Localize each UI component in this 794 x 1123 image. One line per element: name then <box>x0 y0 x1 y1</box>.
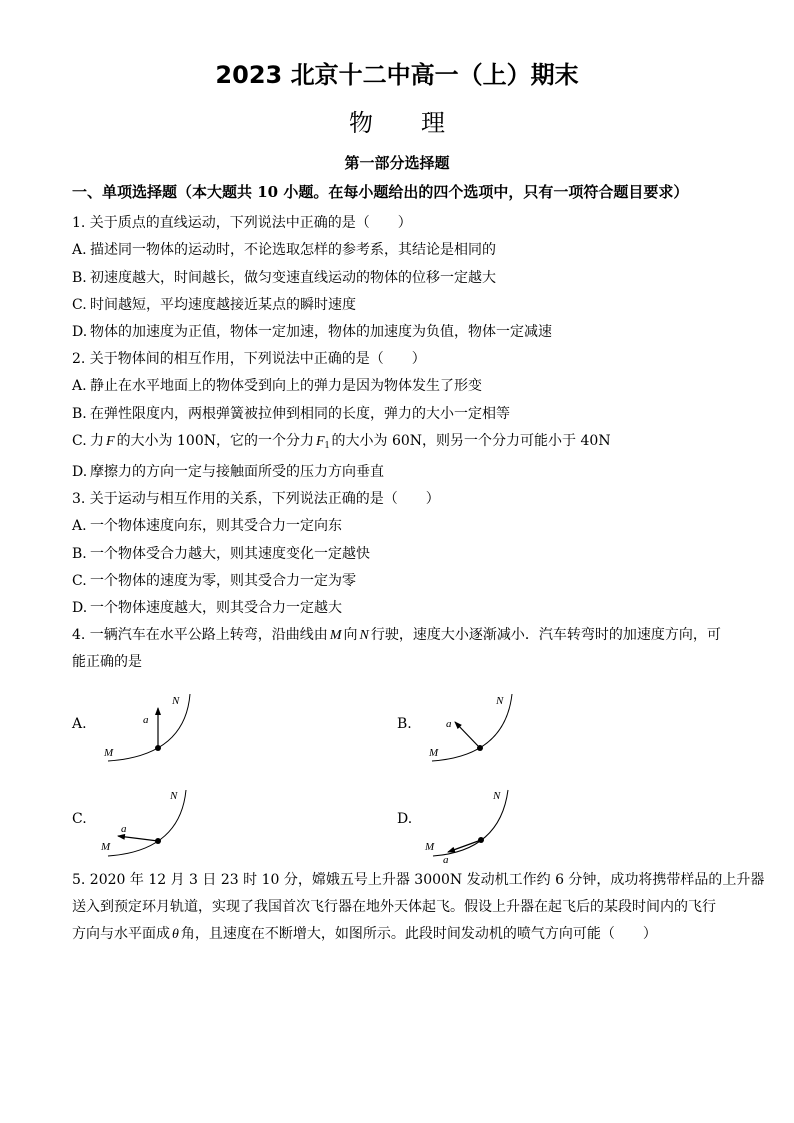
q4-diagram-row-1 <box>72 677 794 772</box>
q3-stem: 3. 关于运动与相互作用的关系，下列说法正确的是（ ） <box>72 491 440 508</box>
option-text: 时间越短，平均速度越接近某点的瞬时速度 <box>90 296 356 313</box>
q4-stem-part: 行驶，速度大小逐渐减小．汽车转弯时的加速度方向，可 <box>370 627 721 644</box>
start-point-label: M <box>425 840 435 853</box>
diagram-a <box>72 677 397 772</box>
component-force-subscript: 1 <box>324 439 330 451</box>
option-text: 一个物体速度向东，则其受合力一定向东 <box>90 518 342 535</box>
end-point-label: N <box>172 694 180 707</box>
q3-option-a <box>72 513 770 540</box>
car-position-dot <box>477 745 483 751</box>
part-title: 第一部分选择题 <box>344 154 450 172</box>
q1-option-a <box>72 237 770 264</box>
q2-option-c <box>72 428 770 459</box>
acceleration-label: a <box>143 713 149 726</box>
option-label: A. <box>72 518 87 535</box>
option-label: D. <box>397 810 413 827</box>
option-text: 静止在水平地面上的物体受到向上的弹力是因为物体发生了形变 <box>90 378 482 395</box>
option-text: 一个物体受合力越大，则其速度变化一定越快 <box>90 545 370 562</box>
option-text: 在弹性限度内，两根弹簧被拉伸到相同的长度，弹力的大小一定相等 <box>90 405 510 422</box>
option-label: A. <box>72 242 87 259</box>
option-text: 物体的加速度为正值，物体一定加速，物体的加速度为负值，物体一定减速 <box>90 324 552 341</box>
end-point-label: N <box>170 789 178 802</box>
option-text: 一个物体速度越大，则其受合力一定越大 <box>90 600 342 617</box>
q4-option-c <box>72 772 397 867</box>
option-label: C. <box>72 296 87 313</box>
theta-variable: θ <box>172 927 179 943</box>
acceleration-arrow <box>455 722 480 748</box>
option-text-part: 的大小为 100N，它的一个分力 <box>116 432 314 449</box>
q5-stem-line-3 <box>72 921 770 948</box>
option-label: C. <box>72 432 87 449</box>
start-point-label: M <box>429 746 439 759</box>
car-position-dot <box>155 838 161 844</box>
acceleration-label: a <box>121 822 127 835</box>
car-position-dot <box>155 745 161 751</box>
option-label: B. <box>72 405 87 422</box>
option-label: D. <box>72 324 88 341</box>
q2-stem: 2. 关于物体间的相互作用，下列说法中正确的是（ ） <box>72 351 426 368</box>
q5-stem-part: 方向与水平面成 <box>72 926 170 943</box>
acceleration-label: a <box>446 717 452 730</box>
option-label: C. <box>72 810 87 827</box>
end-point-label: N <box>493 789 501 802</box>
q4-stem-part: 4. 一辆汽车在水平公路上转弯，沿曲线由 <box>72 627 328 644</box>
q3-option-b <box>72 541 770 568</box>
q1-option-c <box>72 292 770 319</box>
option-label: D. <box>72 464 88 481</box>
q4-stem-part: 向 <box>343 627 358 644</box>
acceleration-arrow <box>118 836 158 841</box>
option-label: C. <box>72 572 87 589</box>
q5-stem-line-2: 送入到预定环月轨道，实现了我国首次飞行器在地外天体起飞。假设上升器在起飞后的某段时间内的飞行 <box>72 898 716 915</box>
option-label: A. <box>72 378 87 395</box>
q5-stem-part: 角，且速度在不断增大，如图所示。此段时间发动机的喷气方向可能（ ） <box>180 926 657 943</box>
q3-option-d <box>72 595 770 622</box>
q1-option-d <box>72 319 770 346</box>
q4-diagram-row-2 <box>72 772 794 867</box>
option-label: B. <box>397 715 412 732</box>
diagram-b <box>397 677 722 772</box>
option-label: A. <box>72 715 87 732</box>
option-label: B. <box>72 545 87 562</box>
q2-option-d <box>72 459 770 486</box>
subject-title: 物 理 <box>349 109 457 137</box>
force-variable: F <box>106 433 115 449</box>
q4-option-d <box>397 772 722 867</box>
option-text-part: 力 <box>90 432 104 449</box>
option-text: 初速度越大，时间越长，做匀变速直线运动的物体的位移一定越大 <box>90 269 496 286</box>
end-point-label: N <box>496 694 504 707</box>
option-label: D. <box>72 600 88 617</box>
q1-stem: 1. 关于质点的直线运动，下列说法中正确的是（ ） <box>72 215 412 232</box>
exam-title: 2023 北京十二中高一（上）期末 <box>215 61 579 89</box>
diagram-d <box>397 772 722 867</box>
q4-stem-line-2: 能正确的是 <box>72 654 142 671</box>
option-label: B. <box>72 269 87 286</box>
acceleration-label: a <box>443 853 449 866</box>
option-text-part: 的大小为 60N，则另一个分力可能小于 40N <box>331 432 611 449</box>
option-text: 一个物体的速度为零，则其受合力一定为零 <box>90 572 356 589</box>
q3-option-c <box>72 568 770 595</box>
car-position-dot <box>478 837 484 843</box>
q2-option-b <box>72 401 770 428</box>
start-point-label: M <box>104 746 114 759</box>
questions-1-4 <box>72 210 770 676</box>
q1-option-b <box>72 265 770 292</box>
start-point-label: M <box>101 840 111 853</box>
component-force-symbol: F <box>315 433 325 449</box>
q5-stem-line-1: 5. 2020 年 12 月 3 日 23 时 10 分，嫦娥五号上升器 3000N 发动机工作约 6 分钟，成功将携带样品的上升器 <box>72 871 765 888</box>
q2-option-a <box>72 373 770 400</box>
point-m-variable: M <box>329 628 342 644</box>
option-text: 摩擦力的方向一定与接触面所受的压力方向垂直 <box>90 464 384 481</box>
point-n-variable: N <box>359 628 369 644</box>
option-text: 描述同一物体的运动时，不论选取怎样的参考系，其结论是相同的 <box>90 242 496 259</box>
diagram-c <box>72 772 397 867</box>
q4-option-b <box>397 677 722 772</box>
component-force-variable <box>316 434 330 449</box>
q4-option-a <box>72 677 397 772</box>
question-5 <box>72 867 770 949</box>
q4-stem-line-1 <box>72 622 770 649</box>
acceleration-arrow <box>448 840 481 852</box>
section-title: 一、单项选择题（本大题共 10 小题。在每小题给出的四个选项中，只有一项符合题目要求） <box>72 183 689 201</box>
